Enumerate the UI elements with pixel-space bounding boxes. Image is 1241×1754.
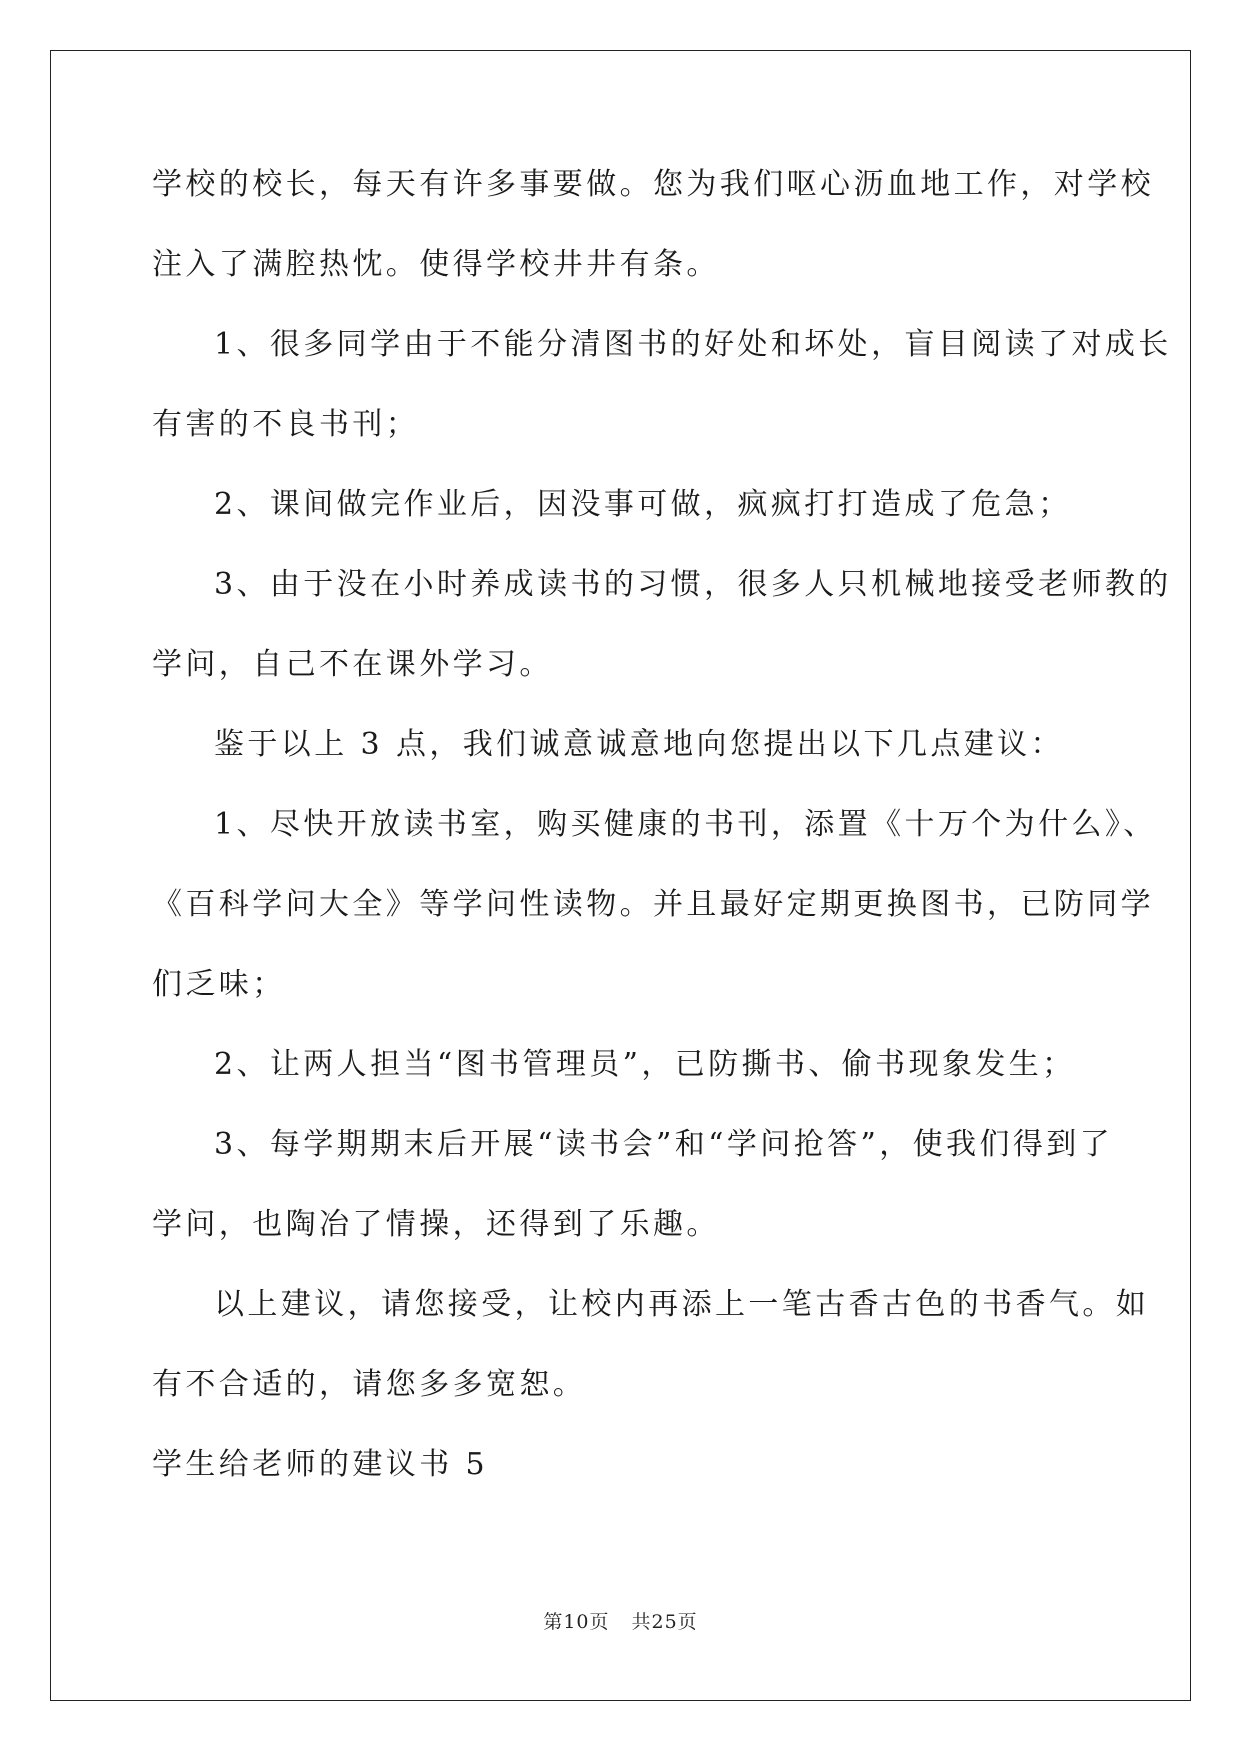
body-line: 3、由于没在小时养成读书的习惯，很多人只机械地接受老师教的: [214, 567, 1172, 602]
body-line: 3、每学期期末后开展“读书会”和“学问抢答”，使我们得到了: [214, 1127, 1114, 1162]
body-line: 1、尽快开放读书室，购买健康的书刊，添置《十万个为什么》、: [214, 807, 1157, 842]
body-line: 鉴于以上 3 点，我们诚意诚意地向您提出以下几点建议：: [214, 727, 1064, 762]
body-line: 有不合适的，请您多多宽恕。: [152, 1367, 587, 1402]
document-body: [152, 160, 1172, 1520]
body-line: 注入了满腔热忱。使得学校井井有条。: [152, 247, 720, 282]
section-heading: 学生给老师的建议书 5: [152, 1447, 489, 1482]
body-line: 1、很多同学由于不能分清图书的好处和坏处，盲目阅读了对成长: [214, 327, 1172, 362]
body-line: 《百科学问大全》等学问性读物。并且最好定期更换图书，已防同学: [152, 887, 1154, 922]
body-line: 有害的不良书刊；: [152, 407, 420, 442]
body-line: 2、让两人担当“图书管理员”，已防撕书、偷书现象发生；: [214, 1047, 1076, 1082]
body-line: 学问，也陶冶了情操，还得到了乐趣。: [152, 1207, 720, 1242]
body-line: 们乏味；: [152, 967, 286, 1002]
body-line: 以上建议，请您接受，让校内再添上一笔古香古色的书香气。如: [214, 1287, 1150, 1322]
page-total: 共25页: [631, 1611, 698, 1633]
body-line: 学问，自己不在课外学习。: [152, 647, 553, 682]
body-line: 2、课间做完作业后，因没事可做，疯疯打打造成了危急；: [214, 487, 1072, 522]
body-line: 学校的校长，每天有许多事要做。您为我们呕心沥血地工作，对学校: [152, 167, 1154, 202]
page-footer: [0, 1607, 1241, 1634]
page-number: 第10页: [543, 1611, 610, 1633]
